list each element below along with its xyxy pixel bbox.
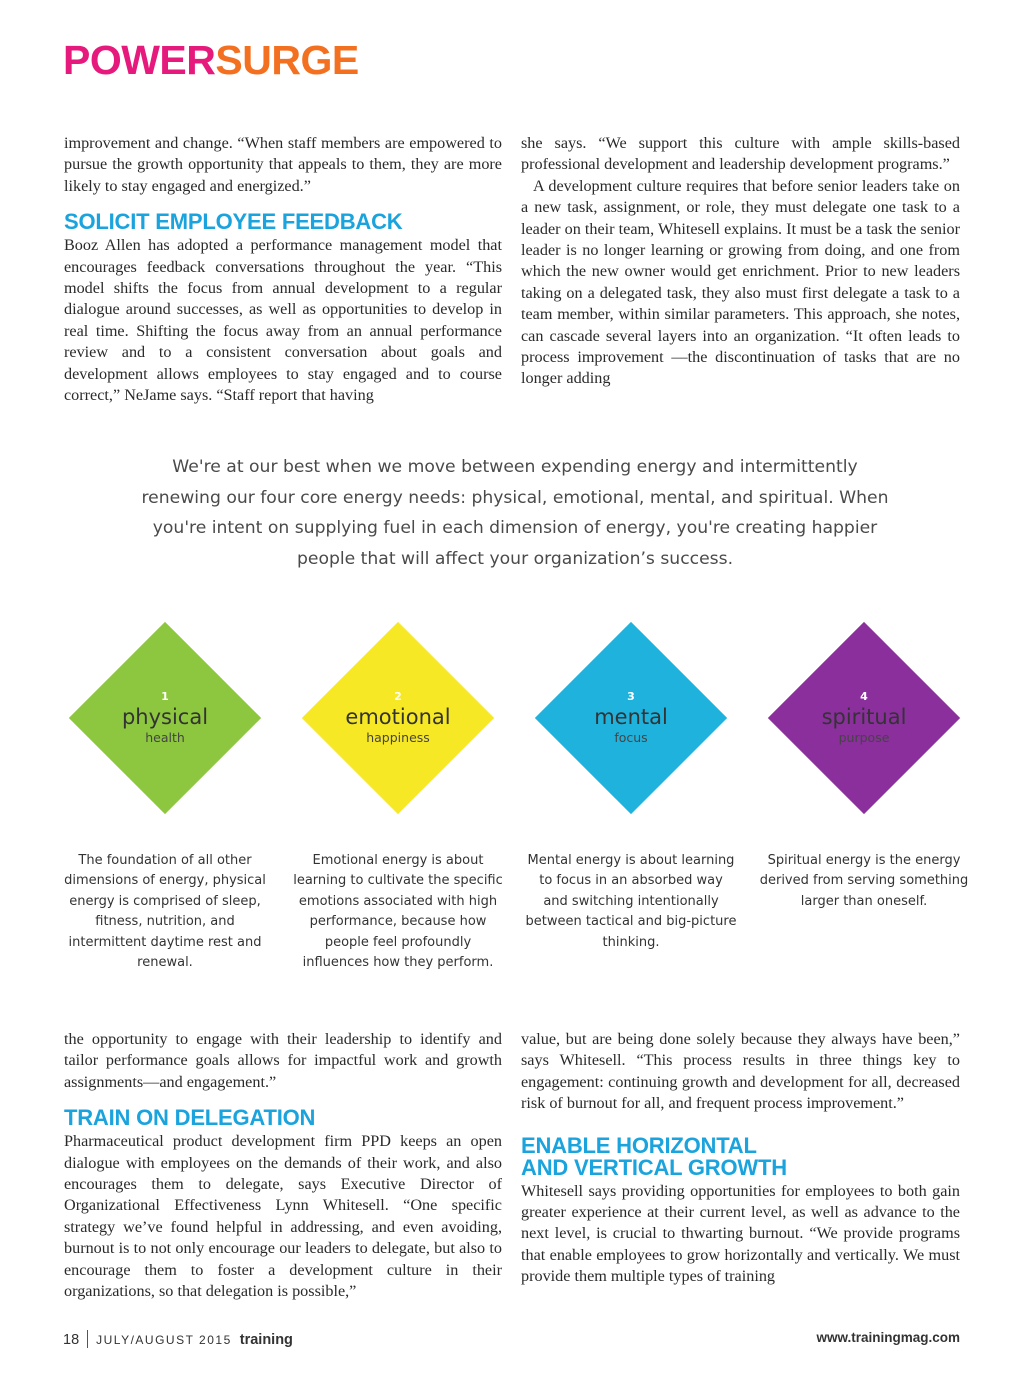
heading-line: AND VERTICAL GROWTH [521, 1154, 787, 1180]
paragraph: the opportunity to engage with their leadership to identify and tailor performance goals allows for impactful work and growth assignments—and engagement.” [64, 1030, 502, 1091]
paragraph: improvement and change. “When staff members are empowered to pursue the growth opportunity that appeals to them, they are more likely to stay engaged and energized.” [64, 134, 502, 195]
energy-title: emotional [345, 705, 451, 729]
top-left-column [64, 133, 502, 406]
energy-title: spiritual [821, 705, 907, 729]
energy-subtitle: purpose [838, 730, 890, 745]
diamond-physical [67, 620, 263, 816]
section-heading-growth [521, 1132, 960, 1180]
energy-subtitle: focus [614, 730, 648, 745]
energy-description: Mental energy is about learning to focus in an absorbed way and switching intentionally between tactical and big-picture thinking. [525, 853, 737, 950]
website-url: www.trainingmag.com [816, 1330, 960, 1345]
energy-number: 3 [627, 690, 635, 703]
energy-number: 2 [394, 690, 402, 703]
paragraph: Pharmaceutical product development firm PPD keeps an open dialogue with employees on the demands of their work, and also encourages them to delegate, says Executive Director of Organizational Effectiveness Lynn Whitesell. “One specific strategy we’ve found helpful in addressing, and even avoiding, burnout is to not only encourage our leaders to delegate, but also to encourage them to foster a development culture in their organizations, so that delegation is possible,” [64, 1132, 502, 1301]
masthead [63, 37, 359, 83]
energy-subtitle: health [145, 730, 185, 745]
paragraph: Whitesell says providing opportunities for employees to both gain greater experience at their current level, as well as advance to the next level, is crucial to thwarting burnout. “We provide programs that enable employees to grow horizontally and vertically. We must provide them multiple types of training [521, 1181, 960, 1286]
energy-item-spiritual [748, 620, 980, 1010]
heading-line: ENABLE HORIZONTAL [521, 1132, 757, 1158]
energy-title: mental [594, 705, 668, 729]
energy-number: 1 [161, 690, 169, 703]
energy-title: physical [121, 705, 209, 729]
section-heading-delegation: TRAIN ON DELEGATION [64, 1105, 316, 1131]
energy-description: Spiritual energy is the energy derived from serving something larger than oneself. [759, 853, 969, 909]
top-right-column [521, 133, 960, 390]
diamond-spiritual [766, 620, 962, 816]
page-footer [63, 1330, 960, 1350]
issue-date: JULY/AUGUST 2015 [96, 1333, 232, 1347]
infographic-quote: We're at our best when we move between expending energy and intermittently renewing our four core energy needs: physical, emotional, mental, and spiritual. When you're intent on supplying fuel in each dimension of energy, you're creating happier people that will affect your organization’s success. [141, 457, 889, 569]
paragraph: value, but are being done solely because they always have been,” says Whitesell. “This process results in three things key to engagement: continuing growth and development for all, decreased risk of burnout for all, and frequent process improvement.” [521, 1030, 960, 1113]
masthead-power: POWER [63, 37, 216, 83]
energy-item-mental [515, 620, 747, 1010]
energy-infographic [40, 440, 990, 1000]
bottom-right-column [521, 1029, 960, 1288]
energy-subtitle: happiness [366, 730, 430, 745]
energy-description: Emotional energy is about learning to cultivate the specific emotions associated with high performance, because how people feel profoundly influences how they perform. [293, 853, 503, 971]
section-heading-feedback: SOLICIT EMPLOYEE FEEDBACK [64, 209, 403, 235]
footer-divider [87, 1330, 88, 1348]
paragraph: she says. “We support this culture with ample skills-based professional development and leadership development programs.” [521, 134, 960, 174]
masthead-surge: SURGE [215, 37, 359, 83]
diamond-mental [533, 620, 729, 816]
paragraph: Booz Allen has adopted a performance management model that encourages feedback conversations throughout the year. “This model shifts the focus from annual development to a regular dialogue around successes, as well as opportunities to develop in real time. Shifting the focus away from an annual performance review and to a consistent conversation about goals and development allows employees to stay engaged and to course correct,” NeJame says. “Staff report that having [64, 236, 502, 405]
energy-description: The foundation of all other dimensions of energy, physical energy is comprised of sleep, fitness, nutrition, and intermittent daytime rest and renewal. [64, 853, 266, 971]
energy-item-emotional [282, 620, 514, 1010]
diamond-emotional [300, 620, 496, 816]
energy-number: 4 [860, 690, 868, 703]
bottom-left-column [64, 1029, 502, 1302]
energy-item-physical [49, 620, 281, 1010]
paragraph: A development culture requires that before senior leaders take on a new task, assignment, or role, they must delegate one task to a leader on their team, Whitesell explains. It must be a task the senior leader is no longer learning or growing from doing, and one from which the new owner would get enrichment. Prior to new leaders taking on a delegated task, they also must first delegate a task to a team member, within similar parameters. This approach, she notes, can cascade several layers into an organization. “It often leads to process improvement —the discontinuation of tasks that are no longer adding [521, 176, 960, 388]
publication-name: training [239, 1332, 293, 1348]
page-number: 18 [63, 1332, 80, 1348]
